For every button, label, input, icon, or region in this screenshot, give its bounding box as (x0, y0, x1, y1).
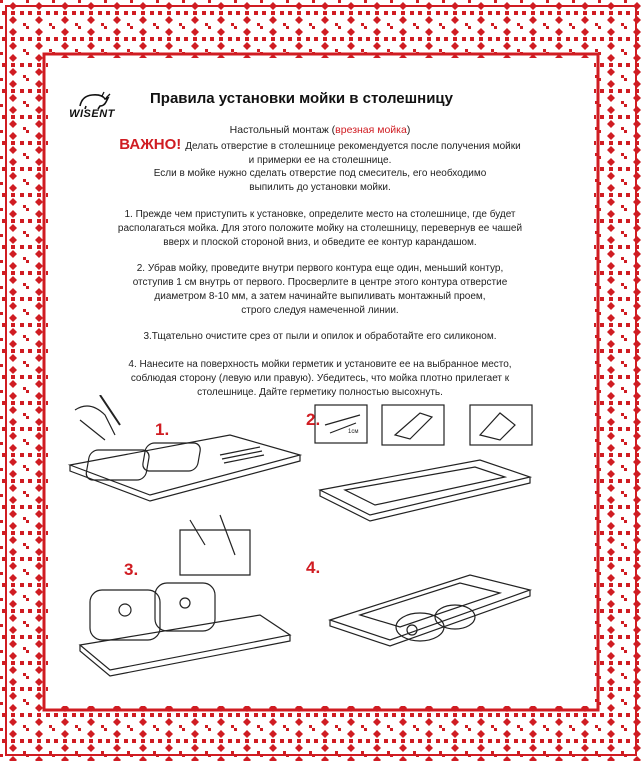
figure-1-illustration (70, 395, 300, 501)
text-line: 1. Прежде чем приступить к установке, определите место на столешнице, где будет (124, 209, 516, 220)
text-line: располагаться мойка. Для этого положите мойку на столешницу, перевернув ее чашей (117, 223, 523, 234)
figure-3-number: 3. (124, 560, 139, 579)
figure-1-number: 1. (155, 420, 170, 439)
important-line: выпилить до установки мойки. (249, 181, 391, 193)
mounting-type-highlight: врезная мойка (335, 124, 407, 136)
measure-label: 1см (348, 429, 359, 435)
important-label: ВАЖНО! (119, 136, 182, 153)
mounting-type (110, 124, 530, 136)
important-line: Если в мойке нужно сделать отверстие под смеситель, его необходимо (153, 168, 487, 179)
figure-2-number: 2. (306, 410, 321, 429)
mounting-type-label: Настольный монтаж ( (229, 124, 336, 136)
installation-illustrations (60, 395, 580, 695)
step-4-text (75, 358, 565, 400)
text-line: 4. Нанесите на поверхность мойки герметик и установите ее на выбранное место, (128, 359, 512, 370)
text-line: столешнице. Дайте герметику полностью высохнуть. (197, 387, 443, 398)
figure-2-illustration (315, 405, 532, 521)
text-line: диаметром 8-10 мм, а затем начинайте выпиливать монтажный проем, (154, 291, 486, 302)
figure-3-illustration (80, 515, 290, 676)
bison-icon (62, 90, 122, 110)
text-line: 3.Тщательно очистите срез от пыли и опилок и обработайте его силиконом. (143, 331, 497, 342)
important-line: и примерки ее на столешнице. (248, 154, 392, 166)
text-line: строго следуя намеченной линии. (241, 305, 399, 316)
text-line: отступив 1 см внутрь от первого. Просверлите в центре этого контура отверстие (132, 277, 508, 288)
text-line: соблюдая сторону (левую или правую). Убедитесь, что мойка плотно прилегает к (130, 373, 510, 384)
brand-name: WISENT (69, 108, 115, 120)
figure-4-illustration (330, 575, 530, 646)
step-2-text (75, 262, 565, 318)
step-3-text (75, 330, 565, 344)
step-1-text (75, 208, 565, 250)
important-line: Делать отверстие в столешнице рекомендуется после получения мойки (185, 141, 521, 152)
brand-logo (62, 90, 122, 124)
important-note (90, 138, 550, 194)
figure-4-number: 4. (306, 558, 321, 577)
text-line: 2. Убрав мойку, проведите внутри первого контура еще один, меньший контур, (136, 263, 504, 274)
mounting-type-suffix: ) (406, 124, 411, 136)
text-line: вверх и плоской стороной вниз, и обведите ее контур карандашом. (163, 237, 477, 248)
page-title: Правила установки мойки в столешницу (150, 90, 453, 107)
